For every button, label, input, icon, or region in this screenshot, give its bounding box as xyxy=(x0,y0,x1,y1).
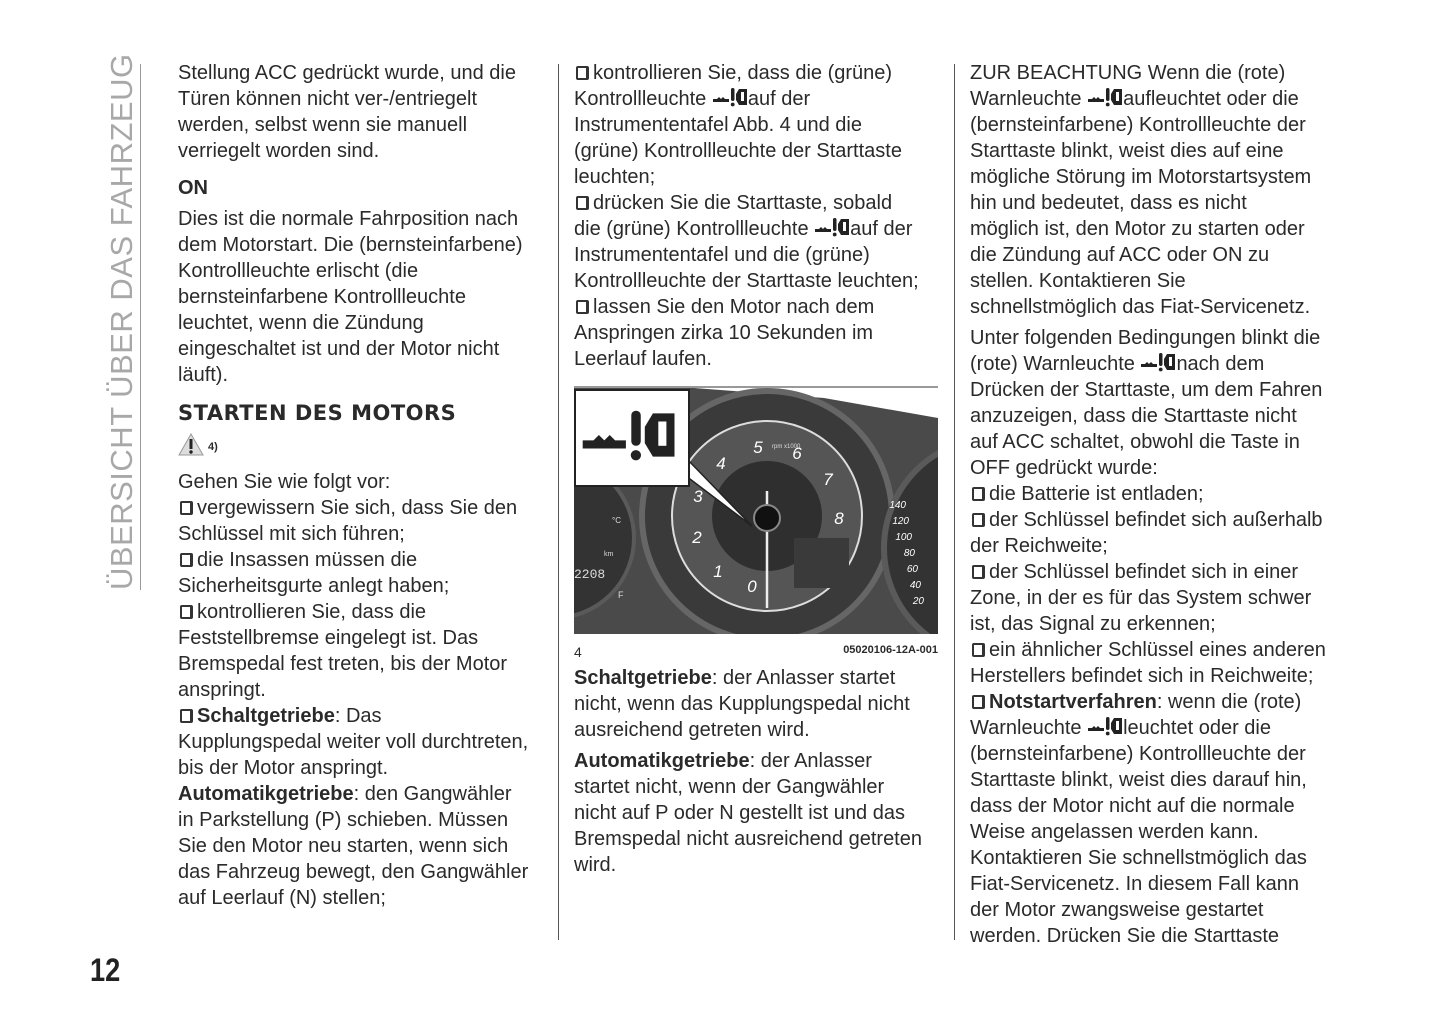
checkbox-bullet-icon xyxy=(180,501,193,515)
text-line xyxy=(970,689,1345,715)
text-span: Fiat-Servicenetz. In diesem Fall kann xyxy=(970,873,1300,895)
text-span: startet nicht, wenn der Gangwähler xyxy=(574,776,885,798)
bold-term: Schaltgetriebe xyxy=(574,667,712,689)
text-span: Dies ist die normale Fahrposition nach xyxy=(178,208,519,230)
text-span: auf der xyxy=(850,218,913,240)
text-line xyxy=(970,923,1345,949)
text-line xyxy=(970,112,1345,138)
text-line xyxy=(970,793,1345,819)
text-span: Herstellers befindet sich in Reichweite; xyxy=(970,665,1314,687)
odometer: 2208 xyxy=(574,567,606,582)
key-warning-icon xyxy=(1087,87,1123,107)
page-number: 12 xyxy=(90,952,121,988)
text-line xyxy=(970,819,1345,845)
text-line xyxy=(574,268,944,294)
text-span: hin und bedeutet, dass es nicht xyxy=(970,192,1247,214)
key-warning-icon xyxy=(1140,352,1176,372)
text-line xyxy=(970,377,1345,403)
text-span: ausreichend getreten wird. xyxy=(574,719,810,741)
tach-label: 1 xyxy=(713,562,723,581)
key-warning-icon xyxy=(1087,716,1123,736)
odometer-unit: km xyxy=(604,551,614,558)
text-line xyxy=(574,190,944,216)
text-line xyxy=(970,351,1345,377)
text-span: Sie den Motor neu starten, wenn sich xyxy=(178,835,509,857)
text-line xyxy=(574,826,944,852)
text-line xyxy=(178,310,548,336)
text-span: anspringt. xyxy=(178,679,266,701)
tach-label: 6 xyxy=(792,444,802,463)
figure-number: 4 xyxy=(574,644,582,660)
text-span: drücken Sie die Starttaste, sobald xyxy=(593,192,893,214)
text-column-2 xyxy=(574,60,944,878)
text-line xyxy=(574,320,944,346)
paragraph xyxy=(574,60,944,372)
figure-code: 05020106-12A-001 xyxy=(843,644,938,656)
text-span: Kontaktieren Sie schnellstmöglich das xyxy=(970,847,1307,869)
text-span: bis der Motor anspringt. xyxy=(178,757,389,779)
text-span: Feststellbremse eingelegt ist. Das xyxy=(178,627,479,649)
text-line xyxy=(970,325,1345,351)
paragraph xyxy=(970,60,1345,320)
text-span: Unter folgenden Bedingungen blinkt die xyxy=(970,327,1321,349)
bold-term: Automatikgetriebe xyxy=(178,783,354,805)
warning-reference xyxy=(178,430,548,464)
text-span: nach dem xyxy=(1176,353,1265,375)
text-line xyxy=(178,677,548,703)
text-line xyxy=(970,507,1345,533)
speed-label: 120 xyxy=(892,516,909,527)
text-span: (grüne) Kontrollleuchte der Starttaste xyxy=(574,140,902,162)
text-span: verriegelt worden sind. xyxy=(178,140,380,162)
section-heading: STARTEN DES MOTORS xyxy=(178,401,457,425)
text-span: Gehen Sie wie folgt vor: xyxy=(178,471,391,493)
text-line xyxy=(178,703,548,729)
text-span: auf ACC schaltet, obwohl die Taste in xyxy=(970,431,1300,453)
text-line xyxy=(178,495,548,521)
text-span: (rote) Warnleuchte xyxy=(970,353,1141,375)
key-warning-icon xyxy=(712,87,748,107)
text-span: Warnleuchte xyxy=(970,717,1088,739)
text-span: bernsteinfarbene Kontrollleuchte xyxy=(178,286,466,308)
speed-label: 100 xyxy=(895,532,912,543)
text-line xyxy=(178,336,548,362)
text-span: werden. Drücken Sie die Starttaste xyxy=(970,925,1280,947)
text-span: möglich ist, den Motor zu starten oder xyxy=(970,218,1305,240)
text-line xyxy=(178,206,548,232)
text-span: die Batterie ist entladen; xyxy=(989,483,1204,505)
subheading-on: ON xyxy=(178,177,208,199)
text-span: OFF gedrückt wurde: xyxy=(970,457,1158,479)
text-line xyxy=(574,717,944,743)
text-span: Leerlauf laufen. xyxy=(574,348,712,370)
text-span: : der Anlasser xyxy=(749,750,872,772)
text-line xyxy=(970,533,1345,559)
text-line xyxy=(178,885,548,911)
text-span: der Motor zwangsweise gestartet xyxy=(970,899,1264,921)
text-span: leuchten; xyxy=(574,166,656,188)
checkbox-bullet-icon xyxy=(972,513,985,527)
text-line xyxy=(178,651,548,677)
bold-term: Automatikgetriebe xyxy=(574,750,750,772)
text-span: : wenn die (rote) xyxy=(1156,691,1302,713)
text-line xyxy=(970,294,1345,320)
tach-label: 4 xyxy=(716,454,726,473)
text-span: Kontrollleuchte der Starttaste leuchten; xyxy=(574,270,919,292)
text-span: das Fahrzeug bewegt, den Gangwähler xyxy=(178,861,529,883)
text-line xyxy=(574,242,944,268)
text-span: : der Anlasser startet xyxy=(711,667,896,689)
paragraph xyxy=(178,469,548,911)
speed-label: 20 xyxy=(912,596,924,607)
checkbox-bullet-icon xyxy=(180,553,193,567)
text-span: läuft). xyxy=(178,364,229,386)
text-line xyxy=(574,86,944,112)
text-line xyxy=(970,455,1345,481)
text-line xyxy=(178,86,548,112)
text-span: : Das xyxy=(334,705,382,727)
text-line xyxy=(970,403,1345,429)
tach-label: 2 xyxy=(692,528,702,547)
text-line xyxy=(178,781,548,807)
text-span: Instrumententafel Abb. 4 und die xyxy=(574,114,862,136)
text-span: der Schlüssel befindet sich in einer xyxy=(989,561,1299,583)
text-line xyxy=(178,138,548,164)
text-span: Stellung ACC gedrückt wurde, und die xyxy=(178,62,516,84)
tach-label: 3 xyxy=(693,487,703,506)
text-line xyxy=(970,190,1345,216)
text-span: aufleuchtet oder die xyxy=(1123,88,1299,110)
text-line xyxy=(574,691,944,717)
text-line xyxy=(970,138,1345,164)
checkbox-bullet-icon xyxy=(972,695,985,709)
text-line xyxy=(178,833,548,859)
text-line xyxy=(574,164,944,190)
text-line xyxy=(178,573,548,599)
paragraph xyxy=(574,748,944,878)
checkbox-bullet-icon xyxy=(180,605,193,619)
tach-label: 5 xyxy=(753,438,763,457)
text-span: Starttaste blinkt, weist dies auf eine xyxy=(970,140,1284,162)
text-span: Instrumententafel und die (grüne) xyxy=(574,244,870,266)
text-span: Sicherheitsgurte anlegt haben; xyxy=(178,575,450,597)
text-line xyxy=(178,112,548,138)
text-span: mögliche Störung im Motorstartsystem xyxy=(970,166,1312,188)
paragraph xyxy=(178,60,548,164)
text-span: (bernsteinfarbene) Kontrollleuchte der xyxy=(970,743,1306,765)
text-line xyxy=(970,663,1345,689)
text-span: lassen Sie den Motor nach dem xyxy=(593,296,875,318)
rpm-label: rpm x1000 xyxy=(772,444,801,450)
warning-triangle-icon xyxy=(178,433,204,462)
text-line xyxy=(970,429,1345,455)
text-line xyxy=(970,897,1345,923)
key-warning-icon xyxy=(814,217,850,237)
text-line xyxy=(574,216,944,242)
bold-term: Schaltgetriebe xyxy=(197,705,335,727)
text-line xyxy=(178,60,548,86)
text-line xyxy=(178,755,548,781)
text-line xyxy=(574,294,944,320)
text-line xyxy=(970,715,1345,741)
text-span: nicht, wenn das Kupplungspedal nicht xyxy=(574,693,910,715)
text-line xyxy=(574,346,944,372)
figure-4 xyxy=(574,386,938,660)
text-span: wird. xyxy=(574,854,617,876)
column-divider xyxy=(558,64,559,940)
temp-unit: °C xyxy=(612,516,621,525)
checkbox-bullet-icon xyxy=(180,709,193,723)
text-span: : den Gangwähler xyxy=(353,783,512,805)
text-span: Zone, in der es für das System schwer xyxy=(970,587,1312,609)
text-line xyxy=(970,481,1345,507)
speed-label: 40 xyxy=(909,580,921,591)
text-line xyxy=(178,625,548,651)
text-span: dem Motorstart. Die (bernsteinfarbene) xyxy=(178,234,523,256)
text-span: Anspringen zirka 10 Sekunden im xyxy=(574,322,874,344)
paragraph xyxy=(574,665,944,743)
text-span: leuchtet, wenn die Zündung xyxy=(178,312,424,334)
speed-label: 80 xyxy=(903,548,915,559)
text-line xyxy=(970,871,1345,897)
text-span: leuchtet oder die xyxy=(1123,717,1271,739)
text-span: anzuzeigen, dass die Starttaste nicht xyxy=(970,405,1297,427)
text-span: ZUR BEACHTUNG Wenn die (rote) xyxy=(970,62,1286,84)
checkbox-bullet-icon xyxy=(972,487,985,501)
text-line xyxy=(970,86,1345,112)
text-span: Bremspedal nicht ausreichend getreten xyxy=(574,828,922,850)
text-span: schnellstmöglich das Fiat-Servicenetz. xyxy=(970,296,1311,318)
bold-term: Notstartverfahren xyxy=(989,691,1157,713)
text-column-1 xyxy=(178,60,548,911)
tach-label: 7 xyxy=(823,470,833,489)
text-span: Kontrollleuchte erlischt (die xyxy=(178,260,419,282)
text-span: Starttaste blinkt, weist dies darauf hin, xyxy=(970,769,1307,791)
paragraph xyxy=(178,206,548,388)
text-line xyxy=(970,242,1345,268)
text-line xyxy=(970,268,1345,294)
figure-caption xyxy=(574,644,938,660)
text-line xyxy=(970,637,1345,663)
text-line xyxy=(970,216,1345,242)
side-title-rule xyxy=(140,64,141,590)
text-span: ein ähnlicher Schlüssel eines anderen xyxy=(989,639,1326,661)
text-span: auf Leerlauf (N) stellen; xyxy=(178,887,386,909)
text-span: Warnleuchte xyxy=(970,88,1088,110)
text-line xyxy=(970,585,1345,611)
text-span: ist, das Signal zu erkennen; xyxy=(970,613,1216,635)
checkbox-bullet-icon xyxy=(972,643,985,657)
text-line xyxy=(574,774,944,800)
text-line xyxy=(178,469,548,495)
text-span: der Reichweite; xyxy=(970,535,1108,557)
speed-label: 60 xyxy=(906,564,918,575)
text-line xyxy=(970,164,1345,190)
text-span: in Parkstellung (P) schieben. Müssen xyxy=(178,809,509,831)
text-line xyxy=(970,60,1345,86)
checkbox-bullet-icon xyxy=(576,196,589,210)
text-line xyxy=(574,800,944,826)
text-line xyxy=(574,852,944,878)
text-line xyxy=(574,665,944,691)
text-line xyxy=(178,362,548,388)
text-span: Drücken der Starttaste, um dem Fahren xyxy=(970,379,1323,401)
text-line xyxy=(970,767,1345,793)
text-column-3 xyxy=(970,60,1345,949)
text-line xyxy=(574,112,944,138)
text-span: Bremspedal fest treten, bis der Motor xyxy=(178,653,508,675)
text-span: Kontrollleuchte xyxy=(574,88,712,110)
text-line xyxy=(970,611,1345,637)
text-line xyxy=(178,521,548,547)
text-line xyxy=(178,807,548,833)
text-line xyxy=(178,547,548,573)
tach-label: 0 xyxy=(747,577,757,596)
tach-label: 8 xyxy=(834,509,844,528)
text-line xyxy=(178,258,548,284)
paragraph xyxy=(970,325,1345,949)
text-span: auf der xyxy=(747,88,811,110)
text-span: Weise angelassen werden kann. xyxy=(970,821,1259,843)
text-span: kontrollieren Sie, dass die (grüne) xyxy=(593,62,893,84)
text-span: (bernsteinfarbene) Kontrollleuchte der xyxy=(970,114,1306,136)
text-span: Türen können nicht ver-/entriegelt xyxy=(178,88,478,110)
speed-label: 140 xyxy=(889,500,906,511)
text-span: nicht auf P oder N gestellt ist und das xyxy=(574,802,905,824)
text-span: vergewissern Sie sich, dass Sie den xyxy=(197,497,518,519)
text-span: Schlüssel mit sich führen; xyxy=(178,523,405,545)
checkbox-bullet-icon xyxy=(576,300,589,314)
text-span: eingeschaltet ist und der Motor nicht xyxy=(178,338,500,360)
column-divider xyxy=(954,64,955,940)
text-line xyxy=(574,60,944,86)
text-line xyxy=(574,748,944,774)
text-line xyxy=(970,559,1345,585)
text-line xyxy=(574,138,944,164)
text-line xyxy=(178,284,548,310)
text-line xyxy=(970,741,1345,767)
text-span: die Zündung auf ACC oder ON zu xyxy=(970,244,1270,266)
text-span: der Schlüssel befindet sich außerhalb xyxy=(989,509,1323,531)
text-span: die (grüne) Kontrollleuchte xyxy=(574,218,815,240)
text-line xyxy=(178,729,548,755)
checkbox-bullet-icon xyxy=(576,66,589,80)
text-line xyxy=(178,859,548,885)
text-line xyxy=(178,232,548,258)
instrument-cluster-illustration xyxy=(574,388,938,634)
warning-ref-number: 4) xyxy=(208,441,218,453)
text-span: kontrollieren Sie, dass die xyxy=(197,601,427,623)
text-span: Kupplungspedal weiter voll durchtreten, xyxy=(178,731,529,753)
text-line xyxy=(970,845,1345,871)
text-line xyxy=(178,599,548,625)
text-span: dass der Motor nicht auf die normale xyxy=(970,795,1295,817)
fuel-full-label: F xyxy=(618,590,624,600)
text-span: werden, selbst wenn sie manuell xyxy=(178,114,468,136)
text-span: stellen. Kontaktieren Sie xyxy=(970,270,1186,292)
checkbox-bullet-icon xyxy=(972,565,985,579)
section-side-title: ÜBERSICHT ÜBER DAS FAHRZEUG xyxy=(104,53,139,590)
text-span: die Insassen müssen die xyxy=(197,549,418,571)
